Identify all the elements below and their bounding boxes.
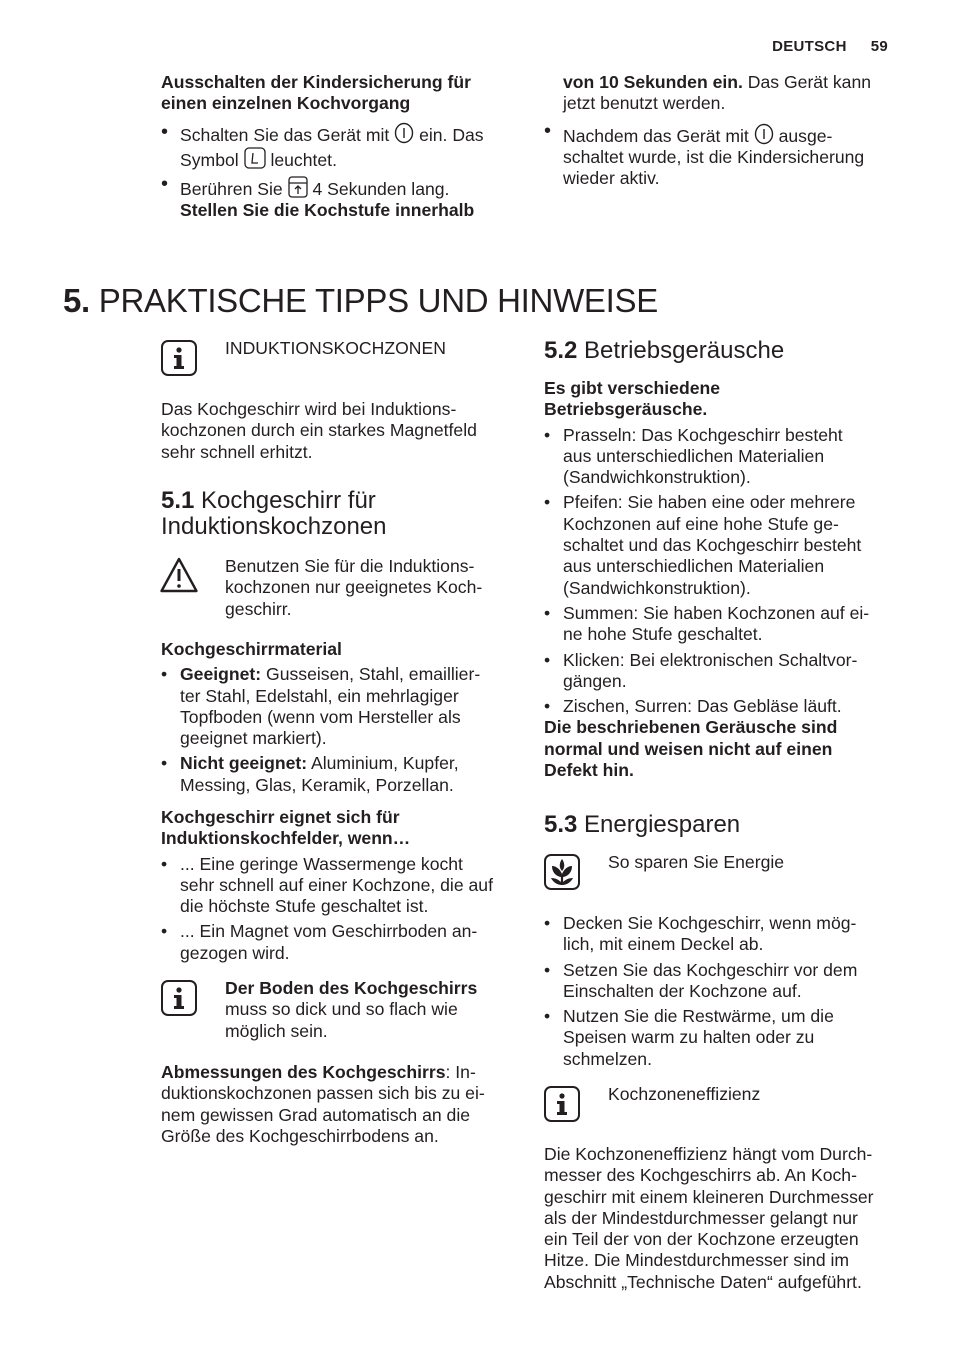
page-number: 59	[870, 38, 888, 55]
list-item: • ... Eine geringe Wassermenge kocht sehr schnell auf einer Kochzone, die auf die höchste Stufe geschaltet ist.	[161, 853, 493, 917]
induction-intro: Das Kochgeschirr wird bei Induktions- kochzonen durch ein starkes Magnetfeld sehr schnell erhitzt.	[161, 399, 477, 462]
list-item: • Setzen Sie das Kochgeschirr vor dem Einschalten der Kochzone auf.	[544, 959, 858, 1001]
list-item: • Klicken: Bei elektronischen Schaltvor- gängen.	[544, 649, 858, 691]
childlock-key-icon	[288, 176, 308, 198]
efficiency-paragraph: Die Kochzoneneffizienz hängt vom Durch- messer des Kochgeschirrs ab. An Koch- geschirr mit einem kleineren Durchmesser als der Mindestdurchmesser gelangt nur ein Teil der von der Kochzone erzeugten Hitze. Die Mindestdurchmesser sind im Abschnitt „Technische Daten“ aufgeführt.	[544, 1144, 874, 1292]
power-icon	[754, 123, 774, 145]
list-item: • Geeignet: Gusseisen, Stahl, emaillier- ter Stahl, Edelstahl, ein mehrlagiger Topfboden (wenn vom Hersteller als geeignet markiert).	[161, 664, 481, 749]
childlock-heading: Ausschalten der Kindersicherung für einen einzelnen Kochvorgang	[161, 72, 471, 114]
info-label-efficiency: Kochzoneneffizienz	[608, 1084, 761, 1104]
noise-note: Die beschriebenen Geräusche sind normal und weisen nicht auf einen Defekt hin.	[544, 717, 838, 781]
info-icon	[544, 1086, 580, 1122]
page-header	[772, 38, 888, 55]
info-label-induction: INDUKTIONSKOCHZONEN	[225, 338, 446, 358]
list-item: • Summen: Sie haben Kochzonen auf ei- ne hohe Stufe geschaltet.	[544, 602, 870, 645]
subsection-5-3-title: 5.3 Energiesparen	[544, 811, 741, 838]
childlock-right-block: von 10 Sekunden ein. Das Gerät kann jetzt benutzt werden. • Nachdem das Gerät mit ausge- schaltet wurde, ist die Kindersicherung wieder aktiv.	[563, 72, 903, 193]
cookware-material	[161, 639, 521, 800]
cookware-dimensions: Abmessungen des Kochgeschirrs: In- duktionskochzonen passen sich bis zu ei- nem gewissen Grad automatisch an die Größe des Kochgeschirrbodens an.	[161, 1062, 485, 1146]
eco-list	[544, 913, 899, 1074]
subsection-5-2-title: 5.2 Betriebsgeräusche	[544, 337, 785, 364]
list-item: • Prasseln: Das Kochgeschirr besteht aus unterschiedlichen Materialien (Sandwichkonstruktion).	[544, 424, 843, 488]
list-item: • Zischen, Surren: Das Gebläse läuft.	[544, 696, 842, 717]
section-title: 5. PRAKTISCHE TIPPS UND HINWEISE	[63, 282, 658, 319]
list-item: • Berühren Sie 4 Sekunden lang. Stellen Sie die Kochstufe innerhalb	[161, 172, 475, 220]
info-icon	[161, 340, 197, 376]
list-item: • Nachdem das Gerät mit ausge- schaltet wurde, ist die Kindersicherung wieder aktiv.	[544, 119, 865, 189]
list-item: • ... Ein Magnet vom Geschirrboden an- gezogen wird.	[161, 921, 478, 963]
eco-icon	[544, 854, 580, 890]
info-cookware-base: Der Boden des Kochgeschirrs muss so dick und so flach wie möglich sein.	[225, 978, 478, 1041]
list-item: • Schalten Sie das Gerät mit ein. Das Symbol leuchtet.	[161, 120, 484, 170]
power-icon	[394, 122, 414, 144]
list-item: • Pfeifen: Sie haben eine oder mehrere Kochzonen auf eine hohe Stufe ge- schaltet und das Kochgeschirr besteht aus unterschiedlichen Materialien (Sandwichkonstruktion).	[544, 492, 862, 598]
subsection-5-1-title: 5.1 Kochgeschirr für Induktionskochzonen	[161, 487, 387, 540]
list-item: • Nicht geeignet: Aluminium, Kupfer, Messing, Glas, Keramik, Porzellan.	[161, 753, 459, 795]
childlock-left-block	[161, 72, 511, 225]
eco-label: So sparen Sie Energie	[608, 852, 785, 872]
noise-heading: Es gibt verschiedene Betriebsgeräusche.	[544, 378, 721, 420]
material-heading: Kochgeschirrmaterial	[161, 639, 342, 659]
header-language: DEUTSCH	[772, 38, 847, 55]
warning-icon	[159, 556, 199, 594]
noise-section	[544, 378, 899, 781]
list-item: • Decken Sie Kochgeschirr, wenn mög- lich, mit einem Deckel ab.	[544, 913, 857, 955]
lock-symbol-icon	[244, 147, 266, 169]
info-icon	[161, 980, 197, 1016]
cookware-fit	[161, 807, 521, 968]
fit-heading: Kochgeschirr eignet sich für Induktionskochfelder, wenn…	[161, 807, 411, 849]
list-item: • Nutzen Sie die Restwärme, um die Speisen warm zu halten oder zu schmelzen.	[544, 1006, 834, 1069]
warning-text: Benutzen Sie für die Induktions- kochzonen nur geeignetes Koch- geschirr.	[225, 556, 483, 619]
